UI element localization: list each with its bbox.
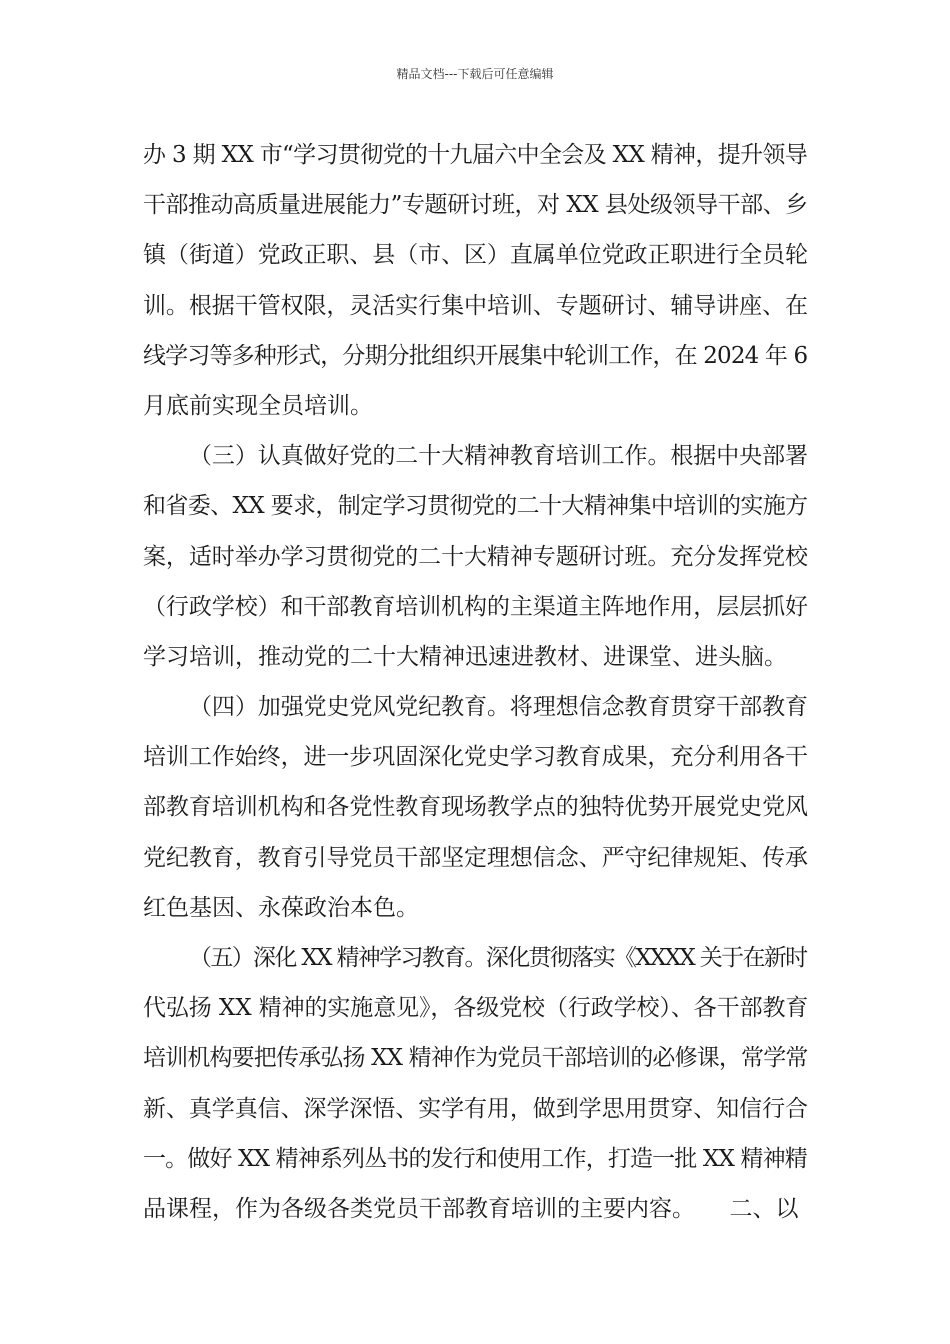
text-line: 部教育培训机构和各党性教育现场教学点的独特优势开展党史党风 (143, 794, 808, 821)
text-line: （五）深化 XX 精神学习教育。深化贯彻落实《XXXX 关于在新时 (189, 945, 807, 971)
paragraph-section-3 (143, 431, 808, 682)
text-line: 党纪教育，教育引导党员干部坚定理想信念、严守纪律规矩、传承 (143, 844, 808, 871)
text-line: （行政学校）和干部教育培训机构的主渠道主阵地作用，层层抓好 (143, 593, 808, 620)
document-body (143, 130, 808, 1234)
text-line: 培训工作始终，进一步巩固深化党史学习教育成果，充分利用各干 (143, 744, 808, 771)
text-line: 一。做好 XX 精神系列丛书的发行和使用工作，打造一批 XX 精神精 (143, 1145, 807, 1172)
text-line: 镇（街道）党政正职、县（市、区）直属单位党政正职进行全员轮 (143, 242, 808, 269)
text-line: 品课程，作为各级各类党员干部教育培训的主要内容。 二、以 (143, 1195, 799, 1222)
text-line: 代弘扬 XX 精神的实施意见》，各级党校（行政学校）、各干部教育 (143, 995, 808, 1022)
text-line: 学习培训，推动党的二十大精神迅速进教材、进课堂、进头脑。 (143, 643, 787, 670)
text-line: 红色基因、永葆政治本色。 (143, 894, 419, 921)
text-line: 线学习等多种形式，分期分批组织开展集中轮训工作，在 2024 年 6 (143, 342, 808, 369)
text-line: 干部推动高质量进展能力”专题研讨班，对 XX 县处级领导干部、乡 (143, 192, 808, 219)
text-line: 案，适时举办学习贯彻党的二十大精神专题研讨班。充分发挥党校 (143, 543, 808, 570)
text-line: 新、真学真信、深学深悟、实学有用，做到学思用贯穿、知信行合 (143, 1095, 808, 1122)
paragraph-section-4 (143, 682, 808, 933)
text-line: 训。根据干管权限，灵活实行集中培训、专题研讨、辅导讲座、在 (143, 292, 808, 319)
text-line: （三）认真做好党的二十大精神教育培训工作。根据中央部署 (189, 443, 808, 470)
text-line: 培训机构要把传承弘扬 XX 精神作为党员干部培训的必修课，常学常 (143, 1045, 808, 1072)
text-line: （四）加强党史党风党纪教育。将理想信念教育贯穿干部教育 (189, 694, 808, 721)
text-line: 月底前实现全员培训。 (143, 392, 373, 419)
text-line: 办 3 期 XX 市“学习贯彻党的十九届六中全会及 XX 精神，提升领导 (143, 142, 808, 168)
page-header: 精品文档---下载后可任意编辑 (396, 67, 554, 81)
paragraph-1 (143, 130, 808, 431)
text-line: 和省委、XX 要求，制定学习贯彻党的二十大精神集中培训的实施方 (143, 493, 808, 520)
paragraph-section-5 (143, 933, 808, 1234)
